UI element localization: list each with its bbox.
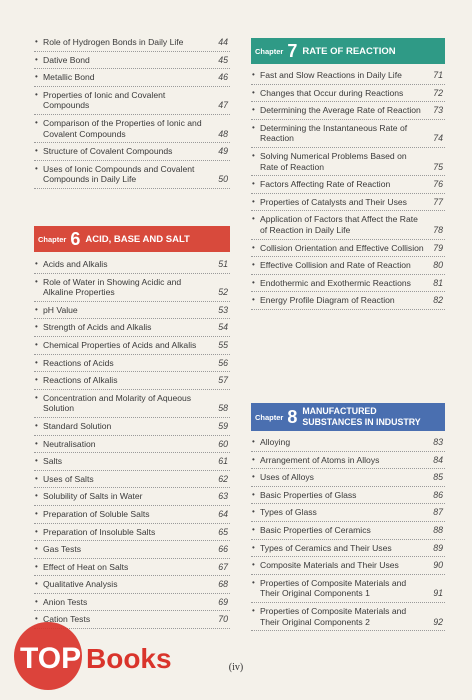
chapter-number: 8 <box>287 406 297 427</box>
entry-page: 91 <box>433 588 443 599</box>
entry-page: 65 <box>218 526 228 537</box>
toc-entry <box>34 390 230 418</box>
toc-entry <box>34 143 230 161</box>
toc-entry <box>34 559 230 577</box>
entry-title: Determining the Average Rate of Reaction <box>260 105 421 116</box>
toc-entry <box>251 275 445 293</box>
toc-chapter-7 <box>251 67 445 310</box>
entry-title: Types of Glass <box>260 507 317 518</box>
entry-title: Standard Solution <box>43 420 112 431</box>
entry-title: Role of Water in Showing Acidic and Alkaline Properties <box>43 276 182 298</box>
toc-entry <box>251 292 445 310</box>
chapter-8-banner <box>251 403 445 431</box>
entry-title: Anion Tests <box>43 596 88 607</box>
entry-page: 74 <box>433 133 443 144</box>
page-number: (iv) <box>228 662 244 673</box>
entry-page: 75 <box>433 161 443 172</box>
entry-title: Solubility of Salts in Water <box>43 491 143 502</box>
toc-left-top <box>34 34 230 189</box>
entry-page: 85 <box>433 472 443 483</box>
toc-entry <box>34 471 230 489</box>
toc-entry <box>251 504 445 522</box>
toc-entry <box>251 257 445 275</box>
toc-entry <box>34 337 230 355</box>
entry-page: 88 <box>433 524 443 535</box>
toc-entry <box>251 120 445 148</box>
entry-page: 50 <box>218 174 228 185</box>
logo-top-text: TOP <box>20 642 82 675</box>
toc-entry <box>251 603 445 631</box>
toc-entry <box>34 355 230 373</box>
entry-title: Chemical Properties of Acids and Alkalis <box>43 339 197 350</box>
entry-title: Effective Collision and Rate of Reaction <box>260 260 411 271</box>
entry-title: Properties of Composite Materials and Their Original Components 2 <box>260 605 407 627</box>
entry-page: 48 <box>218 128 228 139</box>
entry-title: Properties of Composite Materials and Their Original Components 1 <box>260 577 407 599</box>
toc-entry <box>251 148 445 176</box>
entry-page: 57 <box>218 375 228 386</box>
entry-title: Acids and Alkalis <box>43 259 108 269</box>
entry-title: Gas Tests <box>43 544 82 555</box>
toc-entry <box>251 575 445 603</box>
entry-page: 68 <box>218 579 228 590</box>
chapter-number: 6 <box>70 228 80 249</box>
toc-chapter-6 <box>34 256 230 629</box>
toc-entry <box>34 488 230 506</box>
toc-entry <box>251 67 445 85</box>
entry-title: Concentration and Molarity of Aqueous Solution <box>43 392 192 414</box>
entry-page: 49 <box>218 146 228 157</box>
entry-page: 60 <box>218 438 228 449</box>
toc-entry <box>34 52 230 70</box>
entry-title: pH Value <box>43 304 78 315</box>
entry-title: Uses of Salts <box>43 473 94 484</box>
entry-page: 81 <box>433 277 443 288</box>
chapter-label: Chapter <box>38 234 67 244</box>
entry-title: Factors Affecting Rate of Reaction <box>260 179 391 190</box>
logo-books-text: Books <box>86 643 172 674</box>
entry-title: Properties of Ionic and Covalent Compounds <box>43 89 166 111</box>
toc-entry <box>251 85 445 103</box>
entry-page: 89 <box>433 542 443 553</box>
chapter-label: Chapter <box>255 46 284 56</box>
entry-page: 69 <box>218 596 228 607</box>
entry-title: Basic Properties of Glass <box>260 489 357 500</box>
entry-page: 67 <box>218 561 228 572</box>
entry-page: 59 <box>218 420 228 431</box>
toc-entry <box>34 524 230 542</box>
entry-page: 76 <box>433 179 443 190</box>
entry-title: Role of Hydrogen Bonds in Daily Life <box>43 37 184 47</box>
entry-title: Reactions of Alkalis <box>43 375 118 386</box>
entry-page: 87 <box>433 507 443 518</box>
toc-entry <box>34 506 230 524</box>
chapter-title: ACID, BASE AND SALT <box>85 233 190 245</box>
entry-page: 55 <box>218 339 228 350</box>
toc-entry <box>251 540 445 558</box>
entry-title: Collision Orientation and Effective Collision <box>260 242 424 253</box>
entry-page: 45 <box>218 54 228 65</box>
entry-page: 71 <box>433 70 443 80</box>
entry-title: Strength of Acids and Alkalis <box>43 322 152 333</box>
toc-entry <box>34 115 230 143</box>
entry-title: Preparation of Insoluble Salts <box>43 526 156 537</box>
entry-title: Fast and Slow Reactions in Daily Life <box>260 70 402 80</box>
entry-page: 70 <box>218 614 228 625</box>
entry-page: 56 <box>218 357 228 368</box>
entry-title: Uses of Ionic Compounds and Covalent Compounds in Daily Life <box>43 163 195 185</box>
toc-entry <box>34 453 230 471</box>
toc-entry <box>34 69 230 87</box>
entry-title: Uses of Alloys <box>260 472 314 483</box>
entry-title: Structure of Covalent Compounds <box>43 146 173 157</box>
entry-title: Effect of Heat on Salts <box>43 561 129 572</box>
entry-title: Composite Materials and Their Uses <box>260 560 399 571</box>
toc-entry <box>34 274 230 302</box>
entry-page: 80 <box>433 260 443 271</box>
entry-page: 64 <box>218 508 228 519</box>
entry-title: Salts <box>43 456 63 467</box>
chapter-6-banner <box>34 226 230 252</box>
toc-entry <box>34 418 230 436</box>
toc-entry <box>251 102 445 120</box>
entry-page: 44 <box>218 37 228 47</box>
toc-entry <box>251 522 445 540</box>
chapter-title: RATE OF REACTION <box>302 45 396 57</box>
entry-title: Endothermic and Exothermic Reactions <box>260 277 411 288</box>
toc-entry <box>34 161 230 189</box>
entry-title: Types of Ceramics and Their Uses <box>260 542 392 553</box>
toc-entry <box>251 434 445 452</box>
entry-title: Cation Tests <box>43 614 91 625</box>
entry-title: Changes that Occur during Reactions <box>260 87 404 98</box>
toc-entry <box>34 34 230 52</box>
entry-page: 82 <box>433 295 443 306</box>
toc-entry <box>251 211 445 239</box>
entry-page: 72 <box>433 87 443 98</box>
entry-title: Preparation of Soluble Salts <box>43 508 150 519</box>
toc-entry <box>34 576 230 594</box>
toc-entry <box>34 319 230 337</box>
toc-entry <box>34 436 230 454</box>
entry-page: 77 <box>433 196 443 207</box>
chapter-label: Chapter <box>255 412 284 422</box>
toc-entry <box>251 557 445 575</box>
toc-entry <box>34 256 230 274</box>
entry-page: 78 <box>433 224 443 235</box>
entry-title: Solving Numerical Problems Based on Rate of Reaction <box>260 150 407 172</box>
toc-entry <box>251 194 445 212</box>
entry-title: Neutralisation <box>43 438 96 449</box>
chapter-title: MANUFACTURED SUBSTANCES IN INDUSTRY <box>302 406 421 427</box>
entry-page: 83 <box>433 437 443 447</box>
entry-page: 62 <box>218 473 228 484</box>
entry-page: 51 <box>218 259 228 269</box>
entry-page: 53 <box>218 304 228 315</box>
entry-title: Properties of Catalysts and Their Uses <box>260 196 407 207</box>
entry-title: Energy Profile Diagram of Reaction <box>260 295 395 306</box>
entry-page: 63 <box>218 491 228 502</box>
toc-entry <box>34 372 230 390</box>
toc-entry <box>251 487 445 505</box>
entry-title: Reactions of Acids <box>43 357 114 368</box>
chapter-number: 7 <box>287 40 297 61</box>
entry-title: Basic Properties of Ceramics <box>260 524 371 535</box>
toc-entry <box>251 176 445 194</box>
entry-page: 66 <box>218 544 228 555</box>
entry-title: Dative Bond <box>43 54 90 65</box>
entry-page: 58 <box>218 403 228 414</box>
entry-title: Alloying <box>260 437 291 447</box>
toc-chapter-8 <box>251 434 445 631</box>
entry-page: 79 <box>433 242 443 253</box>
entry-title: Qualitative Analysis <box>43 579 118 590</box>
chapter-7-banner <box>251 38 445 64</box>
topbooks-logo <box>8 612 198 690</box>
entry-title: Arrangement of Atoms in Alloys <box>260 454 380 465</box>
entry-page: 90 <box>433 560 443 571</box>
entry-page: 84 <box>433 454 443 465</box>
entry-page: 86 <box>433 489 443 500</box>
entry-title: Metallic Bond <box>43 72 95 83</box>
entry-page: 54 <box>218 322 228 333</box>
entry-page: 52 <box>218 287 228 298</box>
toc-entry <box>251 452 445 470</box>
entry-title: Determining the Instantaneous Rate of Reaction <box>260 122 408 144</box>
entry-page: 46 <box>218 72 228 83</box>
toc-entry <box>34 594 230 612</box>
entry-page: 61 <box>218 456 228 467</box>
toc-entry <box>251 469 445 487</box>
toc-entry <box>251 240 445 258</box>
entry-page: 73 <box>433 105 443 116</box>
toc-entry <box>34 87 230 115</box>
entry-page: 92 <box>433 616 443 627</box>
entry-title: Application of Factors that Affect the Rate of Reaction in Daily Life <box>260 214 418 235</box>
entry-page: 47 <box>218 100 228 111</box>
toc-entry <box>34 302 230 320</box>
toc-entry <box>34 541 230 559</box>
entry-title: Comparison of the Properties of Ionic and Covalent Compounds <box>43 117 202 139</box>
